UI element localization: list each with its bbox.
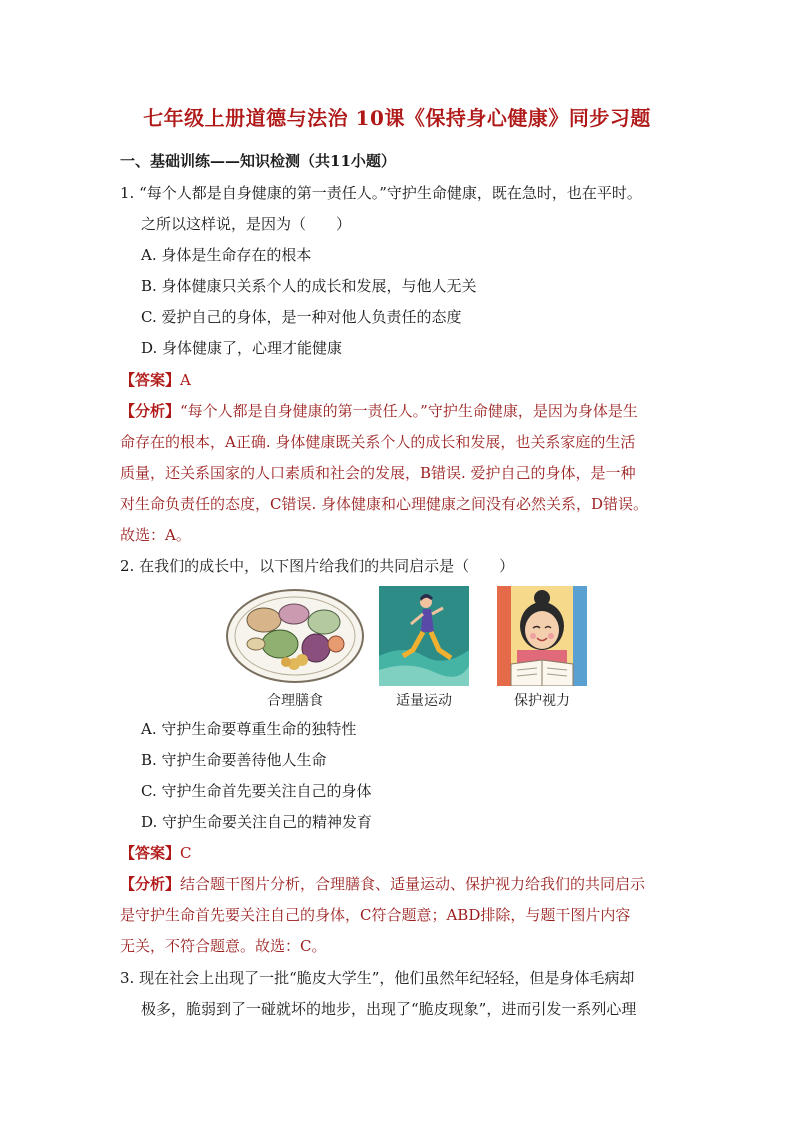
answer-value: A (180, 371, 191, 389)
document-title: 七年级上册道德与法治 10课《保持身心健康》同步习题 (143, 106, 651, 130)
analysis-label: 【分析】 (120, 875, 181, 893)
reading-girl-image (497, 586, 587, 686)
q1-answer (120, 369, 191, 391)
q2-option-d: D. 守护生命要关注自己的精神发育 (141, 813, 373, 831)
answer-value: C (180, 844, 192, 862)
q2-option-c: C. 守护生命首先要关注自己的身体 (141, 782, 372, 800)
q2-answer (120, 842, 192, 864)
caption-diet: 合理膳食 (267, 693, 323, 709)
q2-stem: 2. 在我们的成长中，以下图片给我们的共同启示是（ ） (120, 557, 515, 575)
q2-analysis-line1 (120, 873, 645, 895)
answer-label: 【答案】 (120, 844, 181, 862)
q1-option-c: C. 爱护自己的身体，是一种对他人负责任的态度 (141, 308, 462, 326)
diet-plate-image (224, 586, 366, 686)
q1-option-d: D. 身体健康了，心理才能健康 (141, 339, 343, 357)
running-image (379, 586, 469, 686)
q1-analysis-line5: 故选：A。 (120, 526, 191, 544)
q1-analysis-line3: 质量，还关系国家的人口素质和社会的发展，B错误. 爱护自己的身体，是一种 (120, 464, 636, 482)
analysis-label: 【分析】 (120, 402, 181, 420)
caption-eyesight: 保护视力 (514, 693, 570, 709)
caption-exercise: 适量运动 (396, 693, 452, 709)
q1-analysis-line2: 命存在的根本，A正确. 身体健康既关系个人的成长和发展，也关系家庭的生活 (120, 433, 636, 451)
q1-analysis-line1 (120, 400, 638, 422)
q3-stem-line1: 3. 现在社会上出现了一批“脆皮大学生”，他们虽然年纪轻轻，但是身体毛病却 (120, 969, 635, 987)
q1-option-a: A. 身体是生命存在的根本 (141, 246, 312, 264)
q1-stem-line2: 之所以这样说，是因为（ ） (141, 215, 352, 233)
analysis-text: “每个人都是自身健康的第一责任人。”守护生命健康，是因为身体是生 (180, 402, 638, 420)
q2-analysis-line3: 无关，不符合题意。故选：C。 (120, 937, 327, 955)
q1-option-b: B. 身体健康只关系个人的成长和发展，与他人无关 (141, 277, 477, 295)
q2-analysis-line2: 是守护生命首先要关注自己的身体，C符合题意；ABD排除，与题干图片内容 (120, 906, 631, 924)
answer-label: 【答案】 (120, 371, 181, 389)
q1-stem-line1: 1. “每个人都是自身健康的第一责任人。”守护生命健康，既在急时，也在平时。 (120, 184, 642, 202)
q2-option-b: B. 守护生命要善待他人生命 (141, 751, 327, 769)
q2-option-a: A. 守护生命要尊重生命的独特性 (141, 720, 357, 738)
analysis-text: 结合题干图片分析，合理膳食、适量运动、保护视力给我们的共同启示 (180, 875, 646, 893)
q3-stem-line2: 极多，脆弱到了一碰就坏的地步，出现了“脆皮现象”，进而引发一系列心理 (141, 1000, 637, 1018)
q1-analysis-line4: 对生命负责任的态度，C错误. 身体健康和心理健康之间没有必然关系，D错误。 (120, 495, 649, 513)
section-heading: 一、基础训练——知识检测（共11小题） (120, 152, 396, 170)
